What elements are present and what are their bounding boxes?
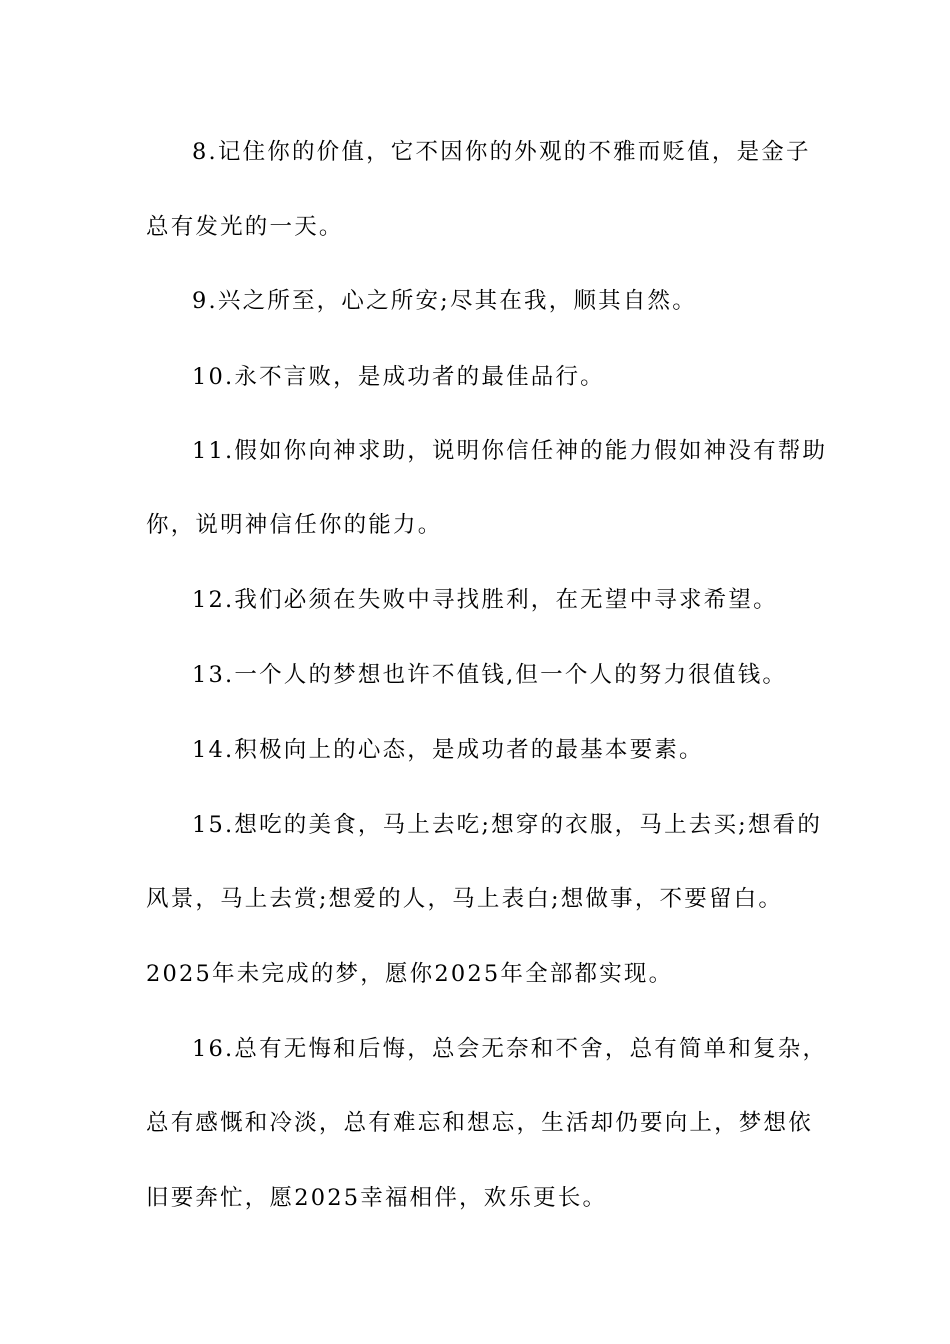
quote-16-line-2: 总有感慨和冷淡，总有难忘和想忘，生活却仍要向上，梦想依 bbox=[146, 1110, 813, 1136]
quote-8-line-1: 8.记住你的价值，它不因你的外观的不雅而贬值，是金子 bbox=[192, 139, 811, 165]
quote-11-line-1: 11.假如你向神求助，说明你信任神的能力假如神没有帮助 bbox=[192, 438, 828, 464]
quote-15-line-2: 风景，马上去赏;想爱的人，马上表白;想做事，不要留白。 bbox=[146, 886, 784, 912]
quote-12-line-1: 12.我们必须在失败中寻找胜利，在无望中寻求希望。 bbox=[192, 587, 778, 613]
quote-15-line-1: 15.想吃的美食，马上去吃;想穿的衣服，马上去买;想看的 bbox=[192, 812, 823, 838]
quote-15-line-3: 2025年未完成的梦，愿你2025年全部都实现。 bbox=[146, 961, 674, 987]
quote-16-line-1: 16.总有无悔和后悔，总会无奈和不舍，总有简单和复杂， bbox=[192, 1036, 828, 1062]
quote-11-line-2: 你，说明神信任你的能力。 bbox=[146, 512, 443, 538]
quote-8-line-2: 总有发光的一天。 bbox=[146, 214, 344, 240]
quote-13-line-1: 13.一个人的梦想也许不值钱,但一个人的努力很值钱。 bbox=[192, 662, 788, 688]
quote-9-line-1: 9.兴之所至，心之所安;尽其在我，顺其自然。 bbox=[192, 288, 697, 314]
quote-10-line-1: 10.永不言败，是成功者的最佳品行。 bbox=[192, 364, 605, 390]
quote-14-line-1: 14.积极向上的心态，是成功者的最基本要素。 bbox=[192, 737, 704, 763]
quote-16-line-3: 旧要奔忙，愿2025幸福相伴，欢乐更长。 bbox=[146, 1185, 608, 1211]
